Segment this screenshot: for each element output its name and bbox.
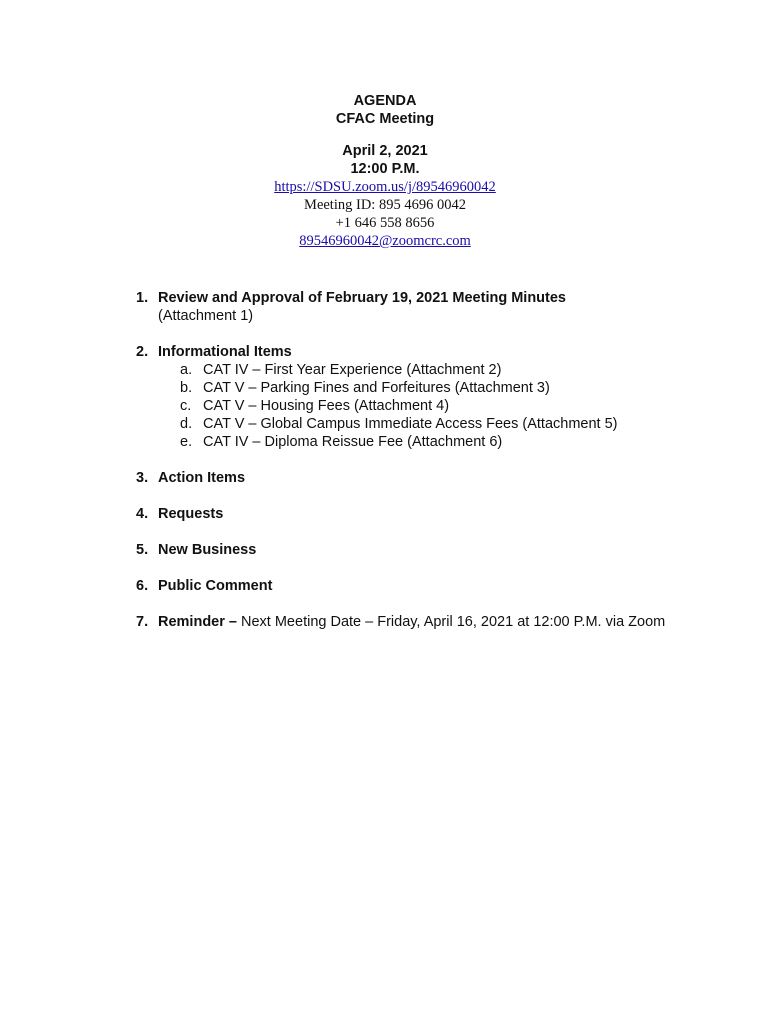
agenda-item-7 xyxy=(136,613,696,631)
agenda-item-3 xyxy=(136,469,696,487)
item-number: 7. xyxy=(136,614,149,630)
list-item xyxy=(158,379,696,397)
item-title: Informational Items xyxy=(158,344,292,360)
agenda-header xyxy=(0,92,770,250)
subitem-text: CAT V – Housing Fees (Attachment 4) xyxy=(203,398,450,414)
subitem-letter: b. xyxy=(180,380,193,396)
subitem-letter: d. xyxy=(180,416,193,432)
item-title: Review and Approval of February 19, 2021 Meeting Minutes xyxy=(158,290,566,306)
item-title: Requests xyxy=(158,506,224,522)
item-title: New Business xyxy=(158,542,257,558)
meeting-name: CFAC Meeting xyxy=(335,111,435,127)
subitem-letter: c. xyxy=(180,398,192,414)
item-number: 5. xyxy=(136,542,149,558)
item-title: Action Items xyxy=(158,470,246,486)
meeting-time: 12:00 P.M. xyxy=(350,161,420,177)
item-number: 3. xyxy=(136,470,149,486)
meeting-date: April 2, 2021 xyxy=(342,143,428,159)
subitem-letter: e. xyxy=(180,434,193,450)
list-item xyxy=(158,397,696,415)
subitem-text: CAT IV – First Year Experience (Attachment 2) xyxy=(203,362,502,378)
item-number: 4. xyxy=(136,506,149,522)
meeting-id: Meeting ID: 895 4696 0042 xyxy=(304,197,466,213)
item-detail: (Attachment 1) xyxy=(158,308,254,324)
informational-subitems xyxy=(158,361,696,451)
item-number: 1. xyxy=(136,290,149,306)
agenda-item-6 xyxy=(136,577,696,595)
zoom-link[interactable]: https://SDSU.zoom.us/j/89546960042 xyxy=(274,179,496,195)
agenda-list xyxy=(136,289,696,649)
item-title: Public Comment xyxy=(158,578,273,594)
subitem-letter: a. xyxy=(180,362,193,378)
phone-number: +1 646 558 8656 xyxy=(335,215,435,231)
subitem-text: CAT IV – Diploma Reissue Fee (Attachment 6) xyxy=(203,434,503,450)
agenda-item-2 xyxy=(136,343,696,451)
item-body xyxy=(158,613,696,631)
item-number: 2. xyxy=(136,344,149,360)
agenda-heading: AGENDA xyxy=(353,93,417,109)
item-title: Reminder – xyxy=(158,614,237,630)
agenda-item-4 xyxy=(136,505,696,523)
zoom-email-link[interactable]: 89546960042@zoomcrc.com xyxy=(299,233,471,249)
item-number: 6. xyxy=(136,578,149,594)
list-item xyxy=(158,415,696,433)
list-item xyxy=(158,433,696,451)
subitem-text: CAT V – Parking Fines and Forfeitures (Attachment 3) xyxy=(203,380,550,396)
agenda-item-5 xyxy=(136,541,696,559)
list-item xyxy=(158,361,696,379)
subitem-text: CAT V – Global Campus Immediate Access Fees (Attachment 5) xyxy=(203,416,618,432)
agenda-item-1 xyxy=(136,289,696,325)
item-detail: Next Meeting Date – Friday, April 16, 2021 at 12:00 P.M. via Zoom xyxy=(241,614,666,630)
